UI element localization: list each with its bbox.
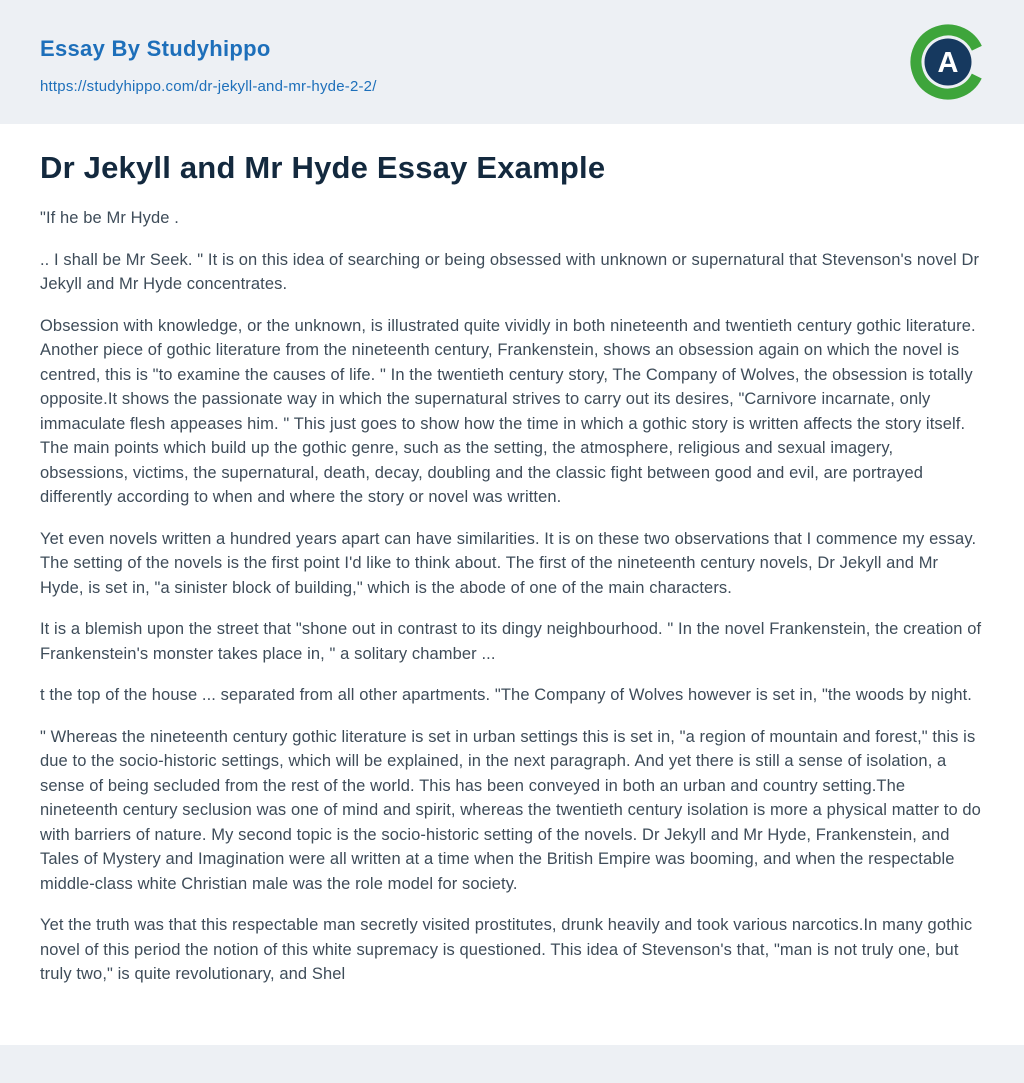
essay-paragraph: .. I shall be Mr Seek. " It is on this idea of searching or being obsessed with unknown or supernatural that Stevenson's novel Dr Jekyll and Mr Hyde concentrates. — [40, 250, 980, 293]
article-body — [0, 124, 1024, 1045]
logo-letter: A — [937, 47, 959, 79]
essay-paragraph: Yet even novels written a hundred years apart can have similarities. It is on these two observations that I commence my essay. The setting of the novels is the first point I'd like to think about. The first of the nineteenth century novels, Dr Jekyll and Mr Hyde, is set in, "a sinister block of building," which is the abode of one of the main characters. — [40, 529, 977, 597]
essay-paragraph: t the top of the house ... separated from all other apartments. "The Company of Wolves however is set in, "the woods by night. — [40, 686, 972, 704]
page-url-link[interactable]: https://studyhippo.com/dr-jekyll-and-mr-hyde-2-2/ — [40, 77, 377, 95]
article-title: Dr Jekyll and Mr Hyde Essay Example — [40, 150, 606, 185]
essay-paragraph: Yet the truth was that this respectable man secretly visited prostitutes, drunk heavily and took various narcotics.In many gothic novel of this period the notion of this white supremacy is questioned. This idea of Stevenson's that, "man is not truly one, but truly two," is quite revolutionary, and Shel — [40, 916, 973, 983]
essay-paragraph: It is a blemish upon the street that "shone out in contrast to its dingy neighbourhood. " In the novel Frankenstein, the creation of Frankenstein's monster takes place in, " a solitary chamber ... — [40, 620, 982, 663]
page-header — [0, 0, 1024, 124]
essay-paragraph: " Whereas the nineteenth century gothic literature is set in urban settings this is set in, "a region of mountain and forest," this is due to the socio-historic settings, which will be explained, in the next paragraph. And yet there is still a sense of isolation, a sense of being secluded from the rest of the world. This has been conveyed in both an urban and country setting.The nineteenth century seclusion was one of mind and spirit, whereas the twentieth century isolation is more a physical matter to do with barriers of nature. My second topic is the socio-historic setting of the novels. Dr Jekyll and Mr Hyde, Frankenstein, and Tales of Mystery and Imagination were all written at a time when the British Empire was booming, and when the respectable middle-class white Christian male was the role model for society. — [40, 727, 981, 893]
brand-title: Essay By Studyhippo — [40, 35, 271, 61]
essay-paragraph: Obsession with knowledge, or the unknown, is illustrated quite vividly in both nineteenth and twentieth century gothic literature. Another piece of gothic literature from the nineteenth century, Frankenstein, shows an obsession again on which the novel is centred, this is "to examine the causes of life. " In the twentieth century story, The Company of Wolves, the obsession is totally opposite.It shows the passionate way in which the supernatural strives to carry out its desires, "Carnivore incarnate, only immaculate flesh appeases him. " This just goes to show how the time in which a gothic story is written affects the story itself. The main points which build up the gothic genre, such as the setting, the atmosphere, religious and sexual imagery, obsessions, victims, the supernatural, death, decay, doubling and the classic fight between good and evil, are portrayed differently according to when and where the story or novel was written. — [40, 316, 976, 506]
essay-paragraph: "If he be Mr Hyde . — [40, 209, 179, 227]
page-footer — [0, 1045, 1024, 1083]
header-text-block — [40, 30, 377, 95]
studyhippo-logo-icon — [910, 24, 986, 100]
